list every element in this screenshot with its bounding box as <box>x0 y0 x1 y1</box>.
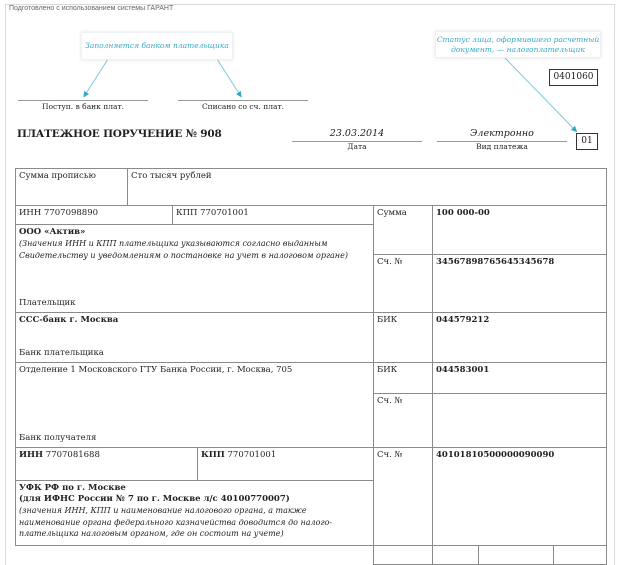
form-code-box: 0401060 <box>549 69 598 86</box>
payer-inn: ИНН 7707098890 <box>15 205 173 225</box>
payer-bank-block <box>15 312 374 363</box>
received-line <box>18 100 148 101</box>
payer-bik-label: БИК <box>373 312 433 363</box>
recipient-bik-label: БИК <box>373 362 433 394</box>
recipient-account: 40101810500000090090 <box>432 447 607 546</box>
document-date: 23.03.2014 <box>329 128 385 139</box>
callout-bank-fill-text: Заполняется банком плательщика <box>85 41 229 50</box>
recipient-bank-account-label: Сч. № <box>373 393 433 448</box>
sum-label: Сумма <box>373 205 433 255</box>
debited-label: Списано со сч. плат. <box>201 102 285 111</box>
payment-type: Электронно <box>470 128 534 139</box>
payer-kpp: КПП 770701001 <box>172 205 374 225</box>
recipient-kpp: 770701001 <box>227 450 277 460</box>
amount-words-value: Сто тысяч рублей <box>127 168 607 206</box>
payer-note: (Значения ИНН и КПП плательщика указываются согласно выданным Свидетельству и уведомлениям о постановке на учет в налоговом органе) <box>19 239 348 260</box>
arrow-to-debited <box>217 59 240 95</box>
callout-status-line2: документ, — налогоплательщик <box>451 45 585 54</box>
bottom-cell-1 <box>373 545 433 565</box>
recipient-bank-label: Банк получателя <box>19 433 97 443</box>
recipient-inn-cell <box>15 447 198 481</box>
debited-line <box>178 100 308 101</box>
payer-account-label: Сч. № <box>373 254 433 313</box>
received-label: Поступ. в банк плат. <box>41 102 125 111</box>
arrow-to-received <box>85 59 108 95</box>
prepared-with-note: Подготовлено с использованием системы ГАРАНТ <box>9 5 174 12</box>
recipient-name-line2: (для ИФНС России № 7 по г. Москве л/с 40100770007) <box>19 494 290 504</box>
recipient-kpp-cell <box>197 447 374 481</box>
recipient-bank-name: Отделение 1 Московского ГТУ Банка России, г. Москва, 705 <box>19 365 293 375</box>
callout-status <box>435 31 601 58</box>
callout-bank-fill <box>81 32 233 60</box>
status-code-box: 01 <box>576 133 598 150</box>
payer-bank-label: Банк плательщика <box>19 348 104 358</box>
bottom-cell-2 <box>432 545 479 565</box>
recipient-name-line1: УФК РФ по г. Москве <box>19 483 126 493</box>
recipient-bik: 044583001 <box>432 362 607 394</box>
date-label: Дата <box>347 142 367 151</box>
bottom-cell-4 <box>553 545 607 565</box>
recipient-account-label: Сч. № <box>373 447 433 546</box>
payer-block <box>15 224 374 313</box>
recipient-note: (значения ИНН, КПП и наименование налогового органа, а также наименование органа федерального казначейства доводится до налого-плательщика налоговым органом, где он состоит на учете) <box>19 506 333 538</box>
payer-bik: 044579212 <box>432 312 607 394</box>
amount-words-label: Сумма прописью <box>15 168 128 206</box>
recipient-bank-account <box>432 393 607 448</box>
payer-bank-name: ССС-банк г. Москва <box>19 315 119 325</box>
recipient-bank-block <box>15 362 374 448</box>
payment-type-label: Вид платежа <box>476 142 528 151</box>
document-title: ПЛАТЕЖНОЕ ПОРУЧЕНИЕ № 908 <box>17 128 222 140</box>
payer-account: 34567898765645345678 <box>432 254 607 313</box>
recipient-block <box>15 480 374 546</box>
recipient-inn: 7707081688 <box>45 450 100 460</box>
sum-value: 100 000-00 <box>432 205 607 255</box>
bottom-cell-3 <box>478 545 554 565</box>
recipient-kpp-prefix: КПП <box>201 450 225 460</box>
payer-label: Плательщик <box>19 298 76 308</box>
callout-status-line1: Статус лица, оформившего расчетный <box>436 35 600 44</box>
payer-name: ООО «Актив» <box>19 227 86 237</box>
recipient-inn-prefix: ИНН <box>19 450 44 460</box>
